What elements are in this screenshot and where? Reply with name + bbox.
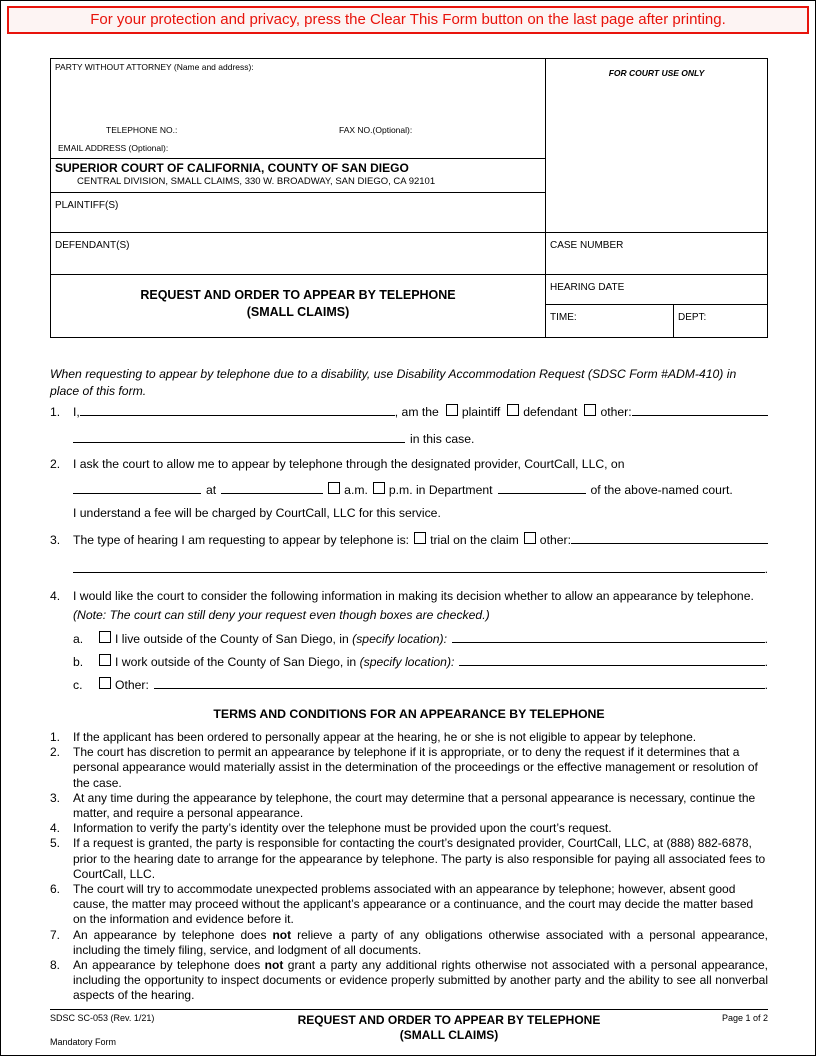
item-2-line-3: I understand a fee will be charged by CourtCall, LLC for this service.: [73, 506, 441, 520]
work-outside-county-checkbox[interactable]: [99, 654, 111, 666]
item-4c-number: c.: [73, 678, 83, 692]
item-2-line-1: I ask the court to allow me to appear by telephone through the designated provider, CourtCall, LLC, on: [73, 457, 625, 471]
page-footer: [50, 1009, 768, 1047]
term-number: 1.: [50, 730, 61, 744]
item-2-number: 2.: [50, 457, 61, 471]
page-number: Page 1 of 2: [721, 1013, 768, 1023]
party-without-attorney-label: PARTY WITHOUT ATTORNEY (Name and address):: [55, 62, 254, 72]
case-number-label: CASE NUMBER: [550, 240, 624, 251]
other-hearing-checkbox[interactable]: [524, 532, 536, 544]
term-number: 2.: [50, 745, 61, 760]
term-text: The court has discretion to permit an appearance by telephone if it is appropriate, or to deny the request if it determines that a personal appearance would materially assist in the determination of the proceedings or the effective management or resolution of the case.: [73, 745, 758, 790]
email-label: EMAIL ADDRESS (Optional):: [58, 143, 169, 153]
plaintiff-field[interactable]: [51, 193, 545, 233]
department-blank[interactable]: [498, 481, 586, 494]
live-outside-county-checkbox[interactable]: [99, 631, 111, 643]
court-name-box: [51, 159, 545, 193]
party-without-attorney-field[interactable]: [51, 59, 545, 159]
terms-item-8: [50, 958, 768, 1004]
case-number-field[interactable]: [546, 233, 767, 275]
live-location-field[interactable]: [452, 630, 765, 643]
applicant-name-field[interactable]: [80, 403, 395, 416]
terms-item-1: [50, 730, 768, 745]
defendant-label: DEFENDANT(S): [55, 240, 130, 251]
plaintiff-label: PLAINTIFF(S): [55, 200, 119, 211]
telephone-label: TELEPHONE NO.:: [106, 125, 178, 135]
item-3-number: 3.: [50, 533, 61, 547]
term-text: If a request is granted, the party is responsible for contacting the court’s designated provider, CourtCall, LLC, at (888) 882-6878, prior to the hearing date to arrange for the appearance by telephone. The party is also responsible for paying all associated fees to CourtCall, LLC.: [73, 836, 766, 881]
court-address: CENTRAL DIVISION, SMALL CLAIMS, 330 W. BROADWAY, SAN DIEGO, CA 92101: [77, 176, 436, 187]
footer-title-line2: (SMALL CLAIMS): [399, 1028, 499, 1042]
terms-list: [50, 730, 768, 1004]
term-text: At any time during the appearance by telephone, the court may determine that a personal appearance is necessary, continue the matter, and require a personal appearance.: [73, 790, 756, 821]
in-this-case-text: in this case.: [410, 432, 475, 446]
work-location-field[interactable]: [459, 653, 764, 666]
other-hearing-field[interactable]: [571, 531, 768, 544]
term-text: An appearance by telephone does not grant a party any additional rights otherwise not associated with a personal appearance, including the opportunity to inspect documents or evidence properly submitted by another party and the ability to see all nonverbal aspects of the hearing.: [73, 958, 768, 1003]
other-party-checkbox[interactable]: [584, 404, 596, 416]
item-2: [50, 455, 768, 523]
work-outside-text: I work outside of the County of San Diego, in: [115, 655, 357, 669]
terms-item-5: [50, 836, 768, 882]
dept-label: DEPT:: [678, 312, 707, 323]
time-label: TIME:: [550, 312, 577, 323]
item-1-line-1: [73, 403, 768, 422]
form-title: [51, 275, 545, 337]
item-1: [50, 403, 768, 449]
item-1-number: 1.: [50, 405, 61, 419]
trial-on-claim-label: trial on the claim: [430, 533, 519, 547]
pm-checkbox[interactable]: [373, 482, 385, 494]
other-reason-checkbox[interactable]: [99, 677, 111, 689]
item-4c: [73, 676, 768, 695]
item-4-intro: [73, 587, 768, 625]
am-label: a.m.: [344, 483, 368, 497]
term-text: Information to verify the party’s identity over the telephone must be provided upon the court’s request.: [73, 821, 612, 836]
form-header-table: [50, 58, 768, 338]
item-4b: [73, 653, 768, 672]
term-number: 7.: [50, 927, 61, 942]
trial-on-claim-checkbox[interactable]: [414, 532, 426, 544]
time-field[interactable]: [546, 305, 674, 337]
other-reason-label: Other:: [115, 678, 149, 692]
hearing-date-blank[interactable]: [73, 481, 201, 494]
term-text: If the applicant has been ordered to personally appear at the hearing, he or she is not eligible to appear by telephone.: [73, 730, 697, 744]
term-number: 8.: [50, 958, 61, 973]
form-title-line1: REQUEST AND ORDER TO APPEAR BY TELEPHONE: [140, 288, 456, 302]
term-number: 6.: [50, 882, 61, 897]
for-court-use-only-label: FOR COURT USE ONLY: [608, 68, 705, 78]
item-4-text: I would like the court to consider the following information in making its decision whether to allow an appearance by telephone.: [73, 589, 754, 603]
item-4a-number: a.: [73, 632, 84, 646]
hearing-date-label: HEARING DATE: [550, 282, 625, 293]
form-number: SDSC SC-053 (Rev. 1/21): [50, 1013, 155, 1023]
privacy-banner: For your protection and privacy, press the Clear This Form button on the last page after printing.: [7, 6, 809, 34]
other-reason-field[interactable]: [154, 676, 765, 689]
fax-label: FAX NO.(Optional):: [339, 125, 413, 135]
item-4-number: 4.: [50, 589, 61, 603]
item-1-line-2: [73, 430, 768, 449]
terms-heading: TERMS AND CONDITIONS FOR AN APPEARANCE BY TELEPHONE: [213, 707, 605, 721]
item-1-prefix: I,: [73, 405, 80, 419]
for-court-use-only-area: [546, 59, 767, 233]
item-4b-period: .: [764, 655, 768, 669]
terms-item-3: [50, 791, 768, 821]
at-label: at: [206, 483, 217, 497]
terms-item-7: [50, 928, 768, 958]
item-3-line-2: [73, 560, 768, 579]
terms-item-4: [50, 821, 768, 836]
footer-form-title: [240, 1013, 658, 1043]
item-3: [50, 531, 768, 579]
other-hearing-label: other:: [539, 533, 571, 547]
term-text: The court will try to accommodate unexpected problems associated with an appearance by telephone; however, absent good cause, the matter may proceed without the applicant’s appearance or a continuance, and the court may decide the matter based on the information and evidence before it.: [73, 882, 754, 927]
mandatory-form-label: Mandatory Form: [50, 1037, 117, 1047]
item-4a-period: .: [764, 632, 768, 646]
dept-field[interactable]: [674, 305, 767, 337]
defendant-option-label: defendant: [523, 405, 578, 419]
live-outside-text: I live outside of the County of San Diego, in: [115, 632, 349, 646]
other-party-overflow-field[interactable]: [73, 430, 405, 443]
hearing-type-lead: The type of hearing I am requesting to appear by telephone is:: [73, 533, 410, 547]
am-checkbox[interactable]: [328, 482, 340, 494]
item-4-note: (Note: The court can still deny your request even though boxes are checked.): [73, 608, 490, 622]
above-named-court-text: of the above-named court.: [590, 483, 733, 497]
item-1-mid: , am the: [394, 405, 439, 419]
term-number: 4.: [50, 821, 61, 836]
other-hearing-overflow-field[interactable]: [73, 560, 765, 573]
specify-location-label-b: (specify location):: [359, 655, 455, 669]
item-4: [50, 587, 768, 695]
terms-item-6: [50, 882, 768, 928]
item-4a: [73, 630, 768, 649]
terms-item-2: [50, 745, 768, 791]
plaintiff-checkbox[interactable]: [446, 404, 458, 416]
disability-note: When requesting to appear by telephone due to a disability, use Disability Accommodation Request (SDSC Form #ADM-410) in place of this form.: [50, 367, 737, 398]
item-2-line-2: [73, 481, 768, 500]
term-number: 3.: [50, 790, 61, 805]
hearing-time-blank[interactable]: [221, 481, 323, 494]
defendant-checkbox[interactable]: [507, 404, 519, 416]
plaintiff-option-label: plaintiff: [461, 405, 501, 419]
term-text: An appearance by telephone does not relieve a party of any obligations otherwise associated with a personal appearance, including the timely filing, service, and lodgment of all documents.: [73, 927, 768, 957]
footer-title-line1: REQUEST AND ORDER TO APPEAR BY TELEPHONE: [297, 1013, 601, 1027]
defendant-field[interactable]: [51, 233, 545, 275]
item-3-line-1: [73, 531, 768, 550]
other-party-label: other:: [600, 405, 632, 419]
form-title-line2: (SMALL CLAIMS): [246, 305, 350, 319]
item-4c-period: .: [764, 678, 768, 692]
court-name: SUPERIOR COURT OF CALIFORNIA, COUNTY OF SAN DIEGO: [55, 161, 409, 175]
term-number: 5.: [50, 836, 61, 851]
item-3-period: .: [764, 562, 768, 576]
other-party-field[interactable]: [632, 403, 768, 416]
hearing-date-field[interactable]: [546, 275, 767, 305]
item-4b-number: b.: [73, 655, 84, 669]
specify-location-label-a: (specify location):: [352, 632, 447, 646]
pm-department-label: p.m. in Department: [388, 483, 493, 497]
